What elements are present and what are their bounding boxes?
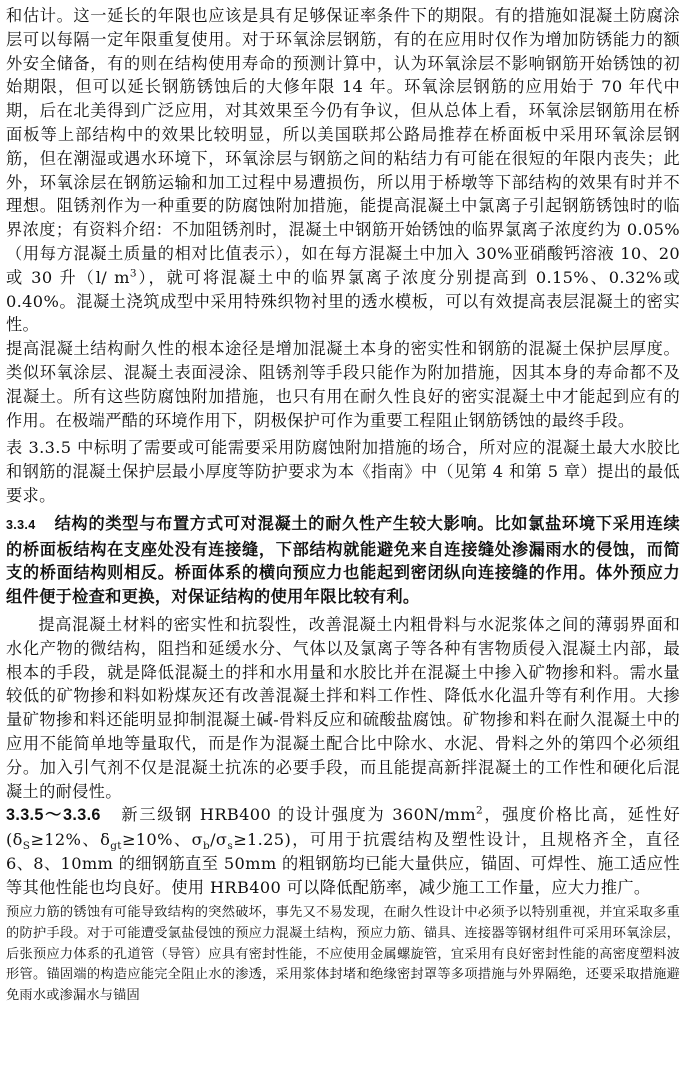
- superscript: 3: [129, 267, 137, 280]
- subscript: gt: [110, 840, 122, 853]
- section-number: 3.3.4: [6, 517, 36, 532]
- paragraph-table-reference: 表 3.3.5 中标明了需要或可能需要采用防腐蚀附加措施的场合，所对应的混凝土最大水胶比和钢筋的混凝土保护层最小厚度等防护要求为本《指南》中（见第 4 和第 5 章）提出的最低要求。: [6, 438, 680, 505]
- superscript: 2: [475, 804, 483, 817]
- subscript: s: [227, 840, 234, 853]
- section-3-3-4: [6, 512, 680, 609]
- section-text: ≥1.25)，可用于抗震结构及塑性设计，且规格齐全，直径 6、8、10mm 的细钢筋直至 50mm 的粗钢筋均已能大量供应，锚固、可焊性、施工适应性等其他性能也均良好。使用 HRB400 可以降低配筋率，减少施工工作量，应大力推广。: [6, 830, 680, 897]
- paragraph-durability-approach: 提高混凝土结构耐久性的根本途径是增加混凝土本身的密实性和钢筋的混凝土保护层厚度。类似环氧涂层、混凝土表面浸涂、阻锈剂等手段只能作为附加措施，因其本身的寿命都不及混凝土。所有这些防腐蚀附加措施，也只有用在耐久性良好的密实混凝土中才能起到应有的作用。在极端严酷的环境作用下，阴极保护可作为重要工程阻止钢筋锈蚀的最终手段。: [6, 339, 680, 430]
- subscript: S: [22, 840, 31, 853]
- section-text: 新三级钢 HRB400 的设计强度为 360N/mm: [121, 805, 476, 825]
- paragraph-prestressing-protection: 预应力筋的锈蚀有可能导致结构的突然破坏，事先又不易发现，在耐久性设计中必须予以特别重视，并宜采取多重的防护手段。对于可能遭受氯盐侵蚀的预应力混凝土结构，预应力筋、锚具、连接器等钢材组件可采用环氧涂层，后张预应力体系的孔道管（导管）应具有密封性能，不应使用金属螺旋管，宜采用有良好密封性能的高密度塑料波形管。锚固端的构造应能完全阻止水的渗透，采用浆体封堵和绝缘密封罩等多项措施与外界隔绝，还要采取措施避免雨水或渗漏水与锚固: [6, 905, 680, 1003]
- paragraph-mineral-admixture: 提高混凝土材料的密实性和抗裂性，改善混凝土内粗骨料与水泥浆体之间的薄弱界面和水化产物的微结构，阻挡和延缓水分、气体以及氯离子等各种有害物质侵入混凝土内部，最根本的手段，就是降低混凝土的拌和水用量和水胶比并在混凝土中掺入矿物掺和料。需水量较低的矿物掺和料如粉煤灰还有改善混凝土拌和料工作性、降低水化温升等有利作用。大掺量矿物掺和料还能明显抑制混凝土碱-骨料反应和硫酸盐腐蚀。矿物掺和料在耐久混凝土中的应用不能简单地等量取代，而是作为混凝土配合比中除水、水泥、骨料之外的第四个必须组分。加入引气剂不仅是混凝土抗冻的必要手段，而且能提高新拌混凝土的工作性和硬化后混凝土的耐侵性。: [6, 614, 680, 801]
- subscript: b: [203, 840, 211, 853]
- section-text: ≥10%、σ: [121, 830, 204, 850]
- section-number: 3.3.5～3.3.6: [6, 806, 101, 825]
- section-text: 结构的类型与布置方式可对混凝土的耐久性产生较大影响。比如氯盐环境下采用连续的桥面板结构在支座处没有连接缝，下部结构就能避免来自连接缝处渗漏雨水的侵蚀，而简支的桥面结构则相反。桥面体系的横向预应力也能起到密闭纵向连接缝的作用。体外预应力组件便于检查和更换，对保证结构的使用年限比较有利。: [6, 513, 680, 607]
- section-3-3-5: [6, 803, 680, 899]
- section-text: ，强度价格比高，延性好(δ: [6, 805, 680, 850]
- paragraph-text: ），就可将混凝土中的临界氯离子浓度分别提高到 0.15%、0.32%或 0.40%。混凝土浇筑成型中采用特殊织物衬里的透水模板，可以有效提高表层混凝土的密实性。: [6, 267, 680, 335]
- section-text: ≥12%、δ: [30, 830, 111, 850]
- section-text: /σ: [210, 830, 228, 850]
- paragraph-epoxy-coating: [6, 4, 680, 337]
- paragraph-text: 和估计。这一延长的年限也应该是具有足够保证率条件下的期限。有的措施如混凝土防腐涂层可以每隔一定年限重复使用。对于环氧涂层钢筋，有的在应用时仅作为增加防锈能力的额外安全储备，有的则在结构使用寿命的预测计算中，认为环氧涂层不影响钢筋开始锈蚀的初始期限，但可以延长钢筋锈蚀后的大修年限 14 年。环氧涂层钢筋的应用始于 70 年代中期，后在北美得到广泛应用，对其效果至今仍有争议，但从总体上看，环氧涂层钢筋用在桥面板等上部结构中的效果比较明显，所以美国联邦公路局推荐在桥面板中采用环氧涂层钢筋，但在潮湿或遇水环境下，环氧涂层与钢筋之间的粘结力有可能在很短的年限内丧失；此外，环氧涂层在钢筋运输和加工过程中易遭损伤，所以用于桥墩等下部结构的效果有时并不理想。阻锈剂作为一种重要的防腐蚀附加措施，能提高混凝土中氯离子引起钢筋锈蚀时的临界浓度；有资料介绍：不加阻锈剂时，混凝土中钢筋开始锈蚀的临界氯离子浓度约为 0.05%（用每方混凝土质量的相对比值表示），如在每方混凝土中加入 30%亚硝酸钙溶液 10、20 或 30 升（l/ m: [6, 6, 680, 287]
